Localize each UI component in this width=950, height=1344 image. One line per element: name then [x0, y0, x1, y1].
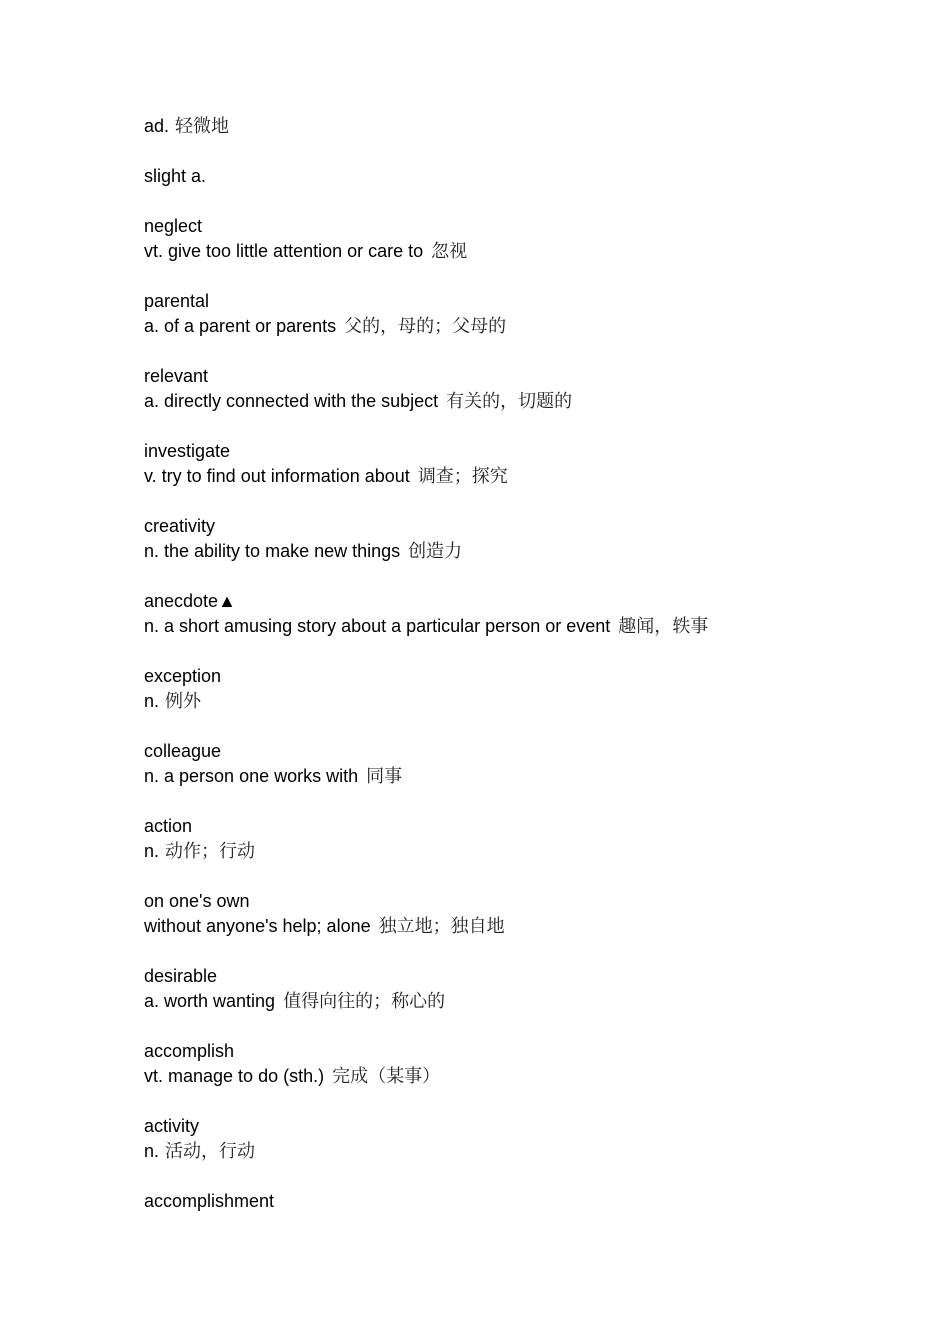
- definition: n. a short amusing story about a particular person or event: [144, 616, 611, 636]
- chinese-translation: 独立地；独自地: [378, 916, 505, 937]
- headword: activity: [144, 1116, 200, 1136]
- chinese-translation: 有关的，切题的: [446, 391, 573, 412]
- headword: exception: [144, 666, 222, 686]
- definition: n. the ability to make new things: [144, 541, 401, 561]
- chinese-translation: 趣闻，轶事: [618, 616, 709, 637]
- vocab-entry: [144, 364, 904, 414]
- definition: v. try to find out information about: [144, 466, 410, 486]
- vocab-entry: [144, 439, 904, 489]
- chinese-translation: 忽视: [431, 241, 468, 262]
- chinese-translation: 值得向往的；称心的: [283, 991, 446, 1012]
- headword: creativity: [144, 516, 216, 536]
- definition: n.: [144, 691, 160, 711]
- chinese-translation: 创造力: [408, 541, 463, 562]
- headword: slight a.: [144, 166, 207, 186]
- definition: n.: [144, 841, 160, 861]
- chinese-translation: 同事: [366, 766, 403, 787]
- chinese-translation: 父的，母的；父母的: [344, 316, 507, 337]
- vocab-entry: [144, 889, 904, 939]
- vocab-entry: [144, 1039, 904, 1089]
- definition-line: [144, 389, 904, 414]
- vocab-entry: [144, 664, 904, 714]
- definition-line: [144, 464, 904, 489]
- vocab-entry: [144, 289, 904, 339]
- definition: without anyone's help; alone: [144, 916, 371, 936]
- definition-line: [144, 839, 904, 864]
- headword: accomplishment: [144, 1191, 275, 1211]
- definition-line: [144, 689, 904, 714]
- headword: desirable: [144, 966, 218, 986]
- vocab-entry: [144, 964, 904, 1014]
- headword: action: [144, 816, 193, 836]
- vocab-entry: [144, 214, 904, 264]
- definition-line: [144, 114, 904, 139]
- headword: neglect: [144, 216, 203, 236]
- definition: a. directly connected with the subject: [144, 391, 439, 411]
- headword: accomplish: [144, 1041, 235, 1061]
- headword: colleague: [144, 741, 222, 761]
- chinese-translation: 例外: [165, 691, 202, 712]
- definition-line: [144, 539, 904, 564]
- definition: vt. give too little attention or care to: [144, 241, 424, 261]
- definition: a. worth wanting: [144, 991, 276, 1011]
- definition: n.: [144, 1141, 160, 1161]
- definition: ad.: [144, 116, 170, 136]
- headword: relevant: [144, 366, 209, 386]
- vocab-entry: [144, 589, 904, 639]
- headword: on one's own: [144, 891, 250, 911]
- definition-line: [144, 1064, 904, 1089]
- chinese-translation: 活动，行动: [165, 1141, 256, 1162]
- vocabulary-page: [144, 114, 904, 1239]
- definition-line: [144, 914, 904, 939]
- headword: anecdote▲: [144, 591, 236, 611]
- headword: parental: [144, 291, 210, 311]
- chinese-translation: 完成（某事）: [332, 1066, 441, 1087]
- definition-line: [144, 989, 904, 1014]
- vocab-entry: [144, 164, 904, 189]
- definition: a. of a parent or parents: [144, 316, 337, 336]
- chinese-translation: 调查；探究: [417, 466, 508, 487]
- definition-line: [144, 614, 904, 639]
- definition-line: [144, 764, 904, 789]
- vocab-entry: [144, 1114, 904, 1164]
- vocab-entry: [144, 514, 904, 564]
- definition-line: [144, 239, 904, 264]
- definition: vt. manage to do (sth.): [144, 1066, 325, 1086]
- chinese-translation: 轻微地: [175, 116, 230, 137]
- vocab-entry: [144, 739, 904, 789]
- definition-line: [144, 314, 904, 339]
- definition-line: [144, 1139, 904, 1164]
- definition: n. a person one works with: [144, 766, 359, 786]
- vocab-entry: [144, 814, 904, 864]
- headword: investigate: [144, 441, 231, 461]
- vocab-entry: [144, 1189, 904, 1214]
- vocab-entry: [144, 114, 904, 139]
- chinese-translation: 动作；行动: [165, 841, 256, 862]
